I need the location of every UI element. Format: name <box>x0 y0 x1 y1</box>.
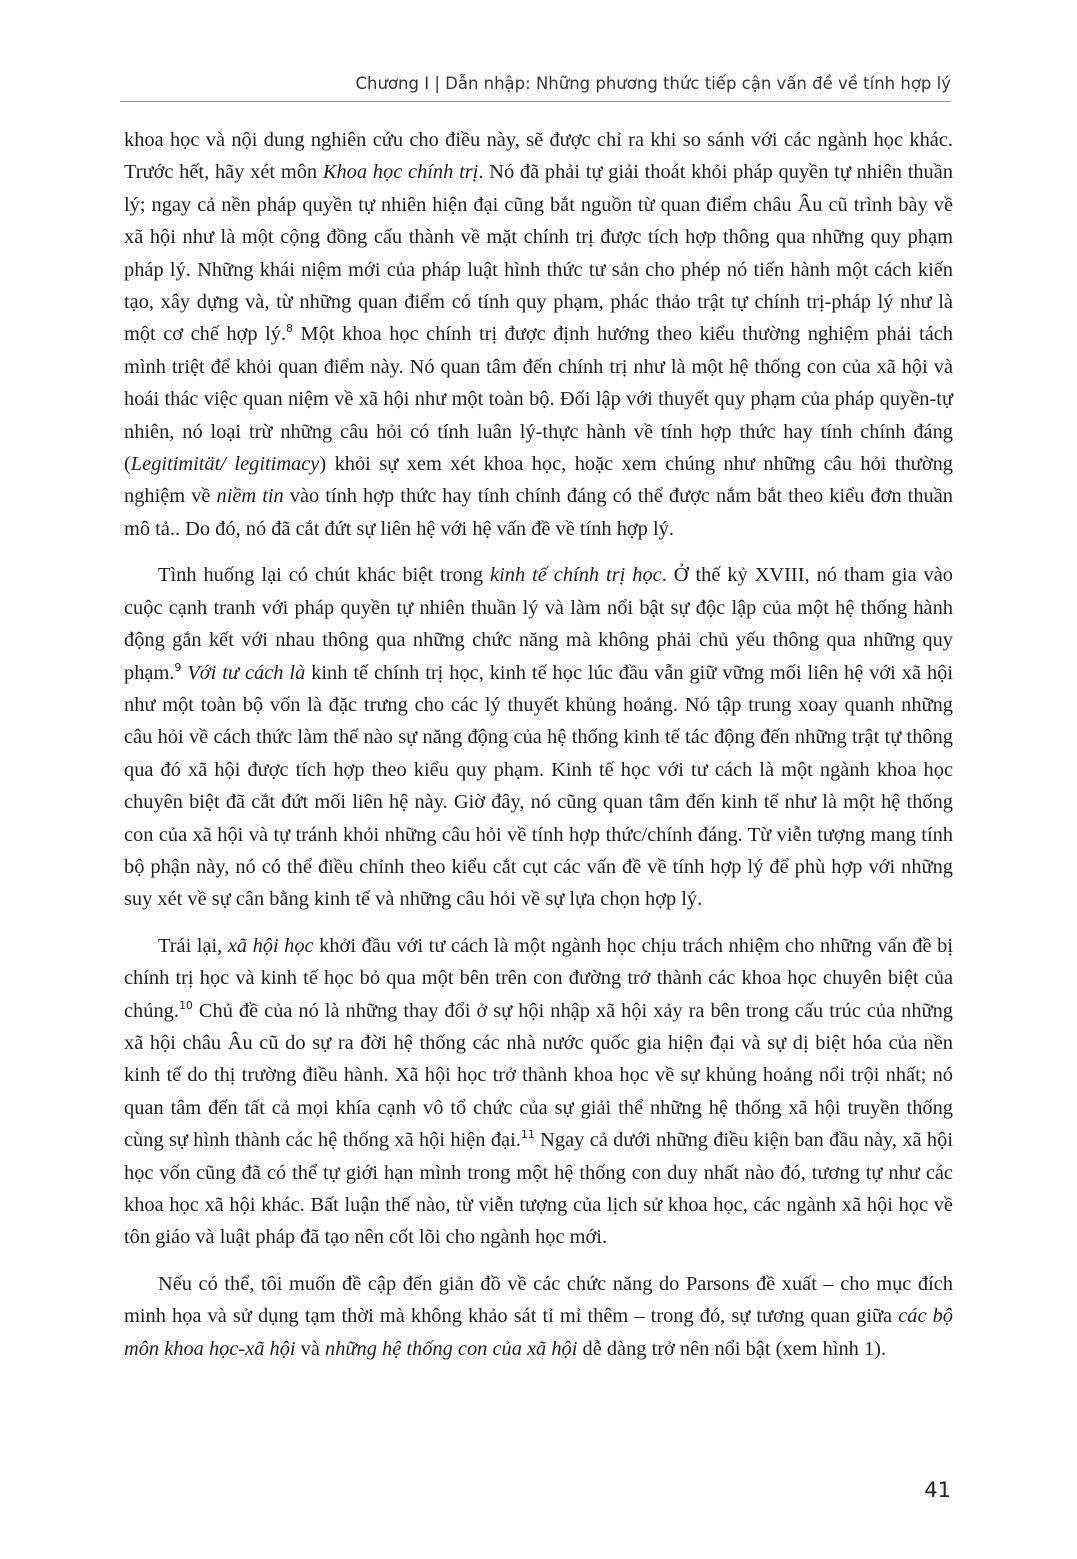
emphasis: những hệ thống con của xã hội <box>325 1337 578 1360</box>
paragraph-4 <box>124 1268 953 1365</box>
text-run: vào tính hợp thức hay tính chính đáng có thể được nắm bắt theo kiểu đơn thuần mô tả.. Do đó, nó đã cắt đứt sự liên hệ với hệ vấn đề về tính hợp lý. <box>124 485 953 540</box>
text-run: Một khoa học chính trị được định hướng theo kiểu thường nghiệm phải tách mình triệt để khỏi quan điểm này. Nó quan tâm đến chính trị như là một hệ thống con của xã hội và hoái thác việc quan niệm về xã hội như một toàn bộ. Đối lập với thuyết quy phạm của pháp quyền-tự nhiên, nó loại trừ những câu hỏi có tính luân lý-thực hành về tính hợp thức hay tính chính đáng ( <box>124 323 954 476</box>
text-run: ) khỏi sự xem xét khoa học, hoặc xem chúng như những câu hỏi thường nghiệm về <box>124 453 953 508</box>
footnote-ref: 8 <box>286 322 294 336</box>
paragraph-3 <box>124 930 953 1254</box>
text-run: . Nó đã phải tự giải thoát khỏi pháp quyền tự nhiên thuần lý; ngay cả nền pháp quyền tự nhiên hiện đại cũng bắt nguồn từ quan điểm châu Âu cũ trình bày về xã hội như là một cộng đồng cấu thành về mặt chính trị được tích hợp thông qua những quy phạm pháp lý. Những khái niệm mới của pháp luật hình thức tư sản cho phép nó tiến hành một cách kiến tạo, xây dựng và, từ những quan điểm có tính quy phạm, phác thảo trật tự chính trị-pháp lý như là một cơ chế hợp lý. <box>124 161 954 346</box>
footnote-ref: 9 <box>174 660 182 674</box>
emphasis: Khoa học chính trị <box>322 161 479 184</box>
page-number: 41 <box>924 1478 951 1502</box>
text-run: Ngay cả dưới những điều kiện ban đầu này, xã hội học vốn cũng đã có thể tự giới hạn mình trong một hệ thống con duy nhất nào đó, tương tự như các khoa học xã hội khác. Bất luận thế nào, từ viễn tượng của lịch sử khoa học, các ngành xã hội học về tôn giáo và luật pháp đã tạo nên cốt lõi cho ngành học mới. <box>124 1129 953 1249</box>
text-run: dễ dàng trở nên nổi bật (xem hình 1). <box>577 1337 887 1360</box>
footnote-ref: 10 <box>178 998 193 1012</box>
emphasis: niềm tin <box>216 485 284 508</box>
text-run: Tình huống lại có chút khác biệt trong <box>158 564 491 587</box>
text-run: Chủ đề của nó là những thay đổi ở sự hội nhập xã hội xảy ra bên trong cấu trúc của những xã hội châu Âu cũ do sự ra đời hệ thống các nhà nước quốc gia hiện đại và sự dị biệt hóa của nền kinh tế do thị trường điều hành. Xã hội học trở thành khoa học về sự khủng hoảng nổi trội nhất; nó quan tâm đến tất cả mọi khía cạnh vô tổ chức của sự giải thể những hệ thống xã hội truyền thống cùng sự hình thành các hệ thống xã hội hiện đại. <box>124 999 953 1152</box>
emphasis: Với tư cách là <box>187 661 306 684</box>
text-run: và <box>295 1337 326 1360</box>
paragraph-1 <box>124 124 953 545</box>
body-text <box>124 124 953 1379</box>
text-run: . Ở thế kỷ XVIII, nó tham gia vào cuộc cạnh tranh với pháp quyền tự nhiên thuần lý và làm nổi bật sự độc lập của một hệ thống hành động gắn kết với nhau thông qua những chức năng mà không phải chủ yếu thông qua những quy phạm. <box>124 564 953 684</box>
text-run: Nếu có thể, tôi muốn đề cập đến giản đồ về các chức năng do Parsons đề xuất – cho mục đích minh họa và sử dụng tạm thời mà không khảo sát tỉ mỉ thêm – trong đó, sự tương quan giữa <box>124 1272 953 1328</box>
emphasis: xã hội học <box>227 934 314 957</box>
emphasis: kinh tế chính trị học <box>490 564 662 587</box>
text-run: khoa học và nội dung nghiên cứu cho điều này, sẽ được chỉ ra khi so sánh với các ngành học khác. Trước hết, hãy xét môn <box>124 129 953 184</box>
paragraph-2 <box>124 559 953 915</box>
emphasis: các bộ môn khoa học-xã hội <box>124 1305 953 1360</box>
running-title: Chương I | Dẫn nhập: Những phương thức tiếp cận vấn đề về tính hợp lý <box>355 74 951 93</box>
running-header <box>120 74 951 102</box>
emphasis: Legitimität/ legitimacy <box>130 453 320 476</box>
text-run: kinh tế chính trị học, kinh tế học lúc đầu vẫn giữ vững mối liên hệ với xã hội như một toàn bộ vốn là đặc trưng cho các lý thuyết khủng hoảng. Nó tập trung xoay quanh những câu hỏi về cách thức làm thế nào sự năng động của hệ thống kinh tế tác động đến những trật tự thông qua đó xã hội được tích hợp theo kiểu quy phạm. Kinh tế học với tư cách là một ngành khoa học chuyên biệt đã cắt đứt mối liên hệ này. Giờ đây, nó cũng quan tâm đến kinh tế như là một hệ thống con của xã hội và tự tránh khỏi những câu hỏi về tính hợp thức/chính đáng. Từ viễn tượng mang tính bộ phận này, nó có thể điều chỉnh theo kiểu cắt cụt các vấn đề về tính hợp lý để phù hợp với những suy xét về sự cân bằng kinh tế và những câu hỏi về sự lựa chọn hợp lý. <box>124 661 953 911</box>
footnote-ref: 11 <box>520 1127 535 1141</box>
text-run: Trái lại, <box>158 934 228 957</box>
text-run: khởi đầu với tư cách là một ngành học chịu trách nhiệm cho những vấn đề bị chính trị học và kinh tế học bỏ qua một bên trên con đường trở thành các khoa học chuyên biệt của chúng. <box>124 934 953 1022</box>
